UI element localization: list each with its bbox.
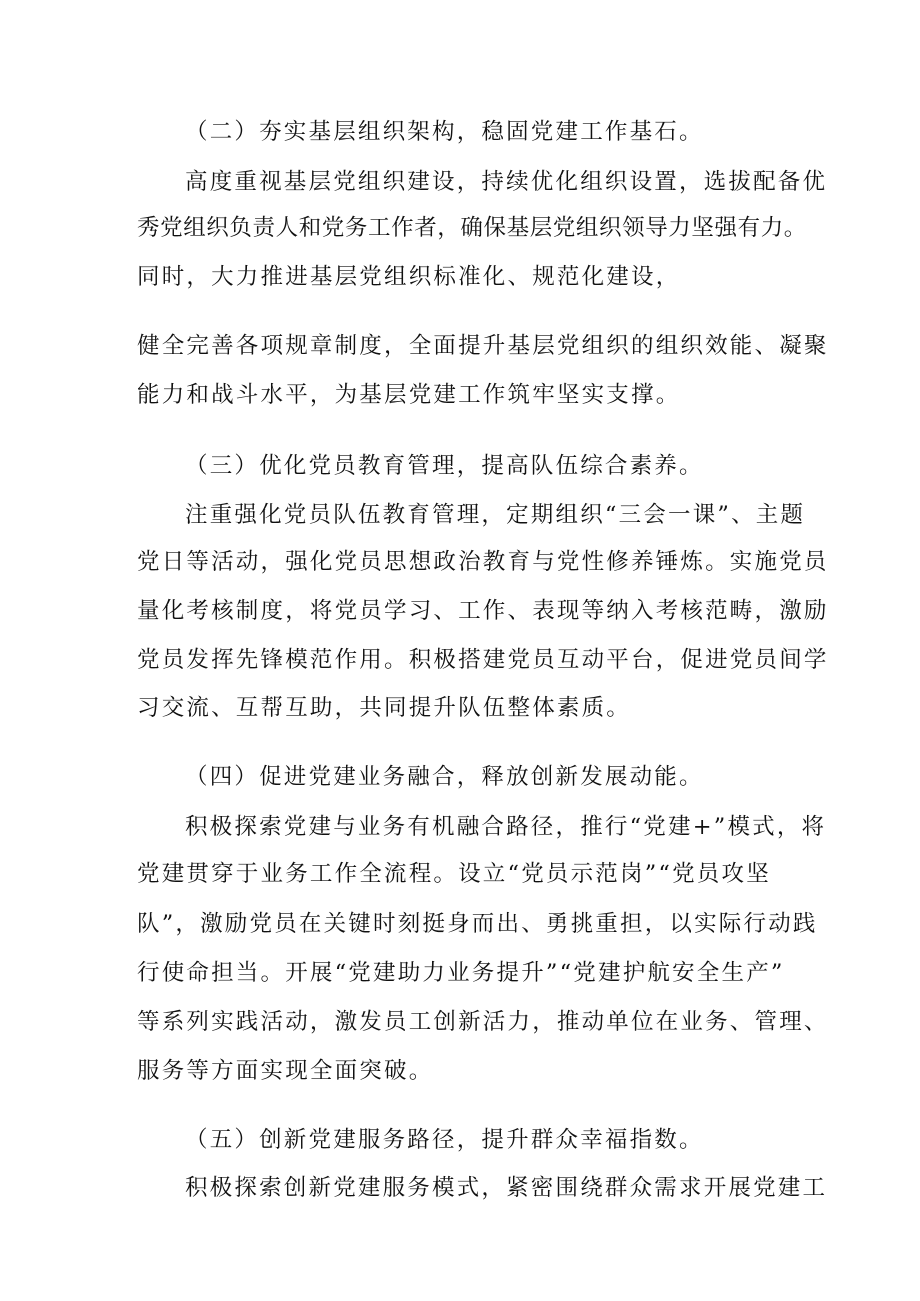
section-3-line-5: 习交流、互帮互助，共同提升队伍整体素质。: [137, 695, 632, 721]
section-4-line-6: 服务等方面实现全面突破。: [137, 1058, 434, 1084]
section-2-line-3: 同时，大力推进基层党组织标准化、规范化建设，: [137, 264, 681, 290]
section-3-line-1: 注重强化党员队伍教育管理，定期组织“三会一课”、主题: [185, 502, 806, 528]
section-3-line-2: 党日等活动，强化党员思想政治教育与党性修养锤炼。实施党员: [137, 549, 829, 575]
section-3-line-3: 量化考核制度，将党员学习、工作、表现等纳入考核范畴，激励: [137, 598, 829, 624]
section-4-line-4: 行使命担当。开展“党建助力业务提升”“党建护航安全生产”: [137, 960, 785, 986]
section-2-line-1: 高度重视基层党组织建设，持续优化组织设置，选拔配备优: [185, 169, 828, 195]
section-2-line-2: 秀党组织负责人和党务工作者，确保基层党组织领导力坚强有力。: [137, 215, 807, 241]
section-2-heading: （二）夯实基层组织架构，稳固党建工作基石。: [185, 119, 704, 145]
section-2-line-4: 健全完善各项规章制度，全面提升基层党组织的组织效能、凝聚: [137, 333, 829, 359]
section-4-line-5: 等系列实践活动，激发员工创新活力，推动单位在业务、管理、: [137, 1009, 829, 1035]
section-4-line-1: 积极探索党建与业务有机融合路径，推行“党建+”模式，将: [185, 814, 827, 840]
section-4-heading: （四）促进党建业务融合，释放创新发展动能。: [185, 764, 704, 790]
section-3-heading: （三）优化党员教育管理，提高队伍综合素养。: [185, 453, 704, 479]
section-5-line-1: 积极探索创新党建服务模式，紧密围绕群众需求开展党建工: [185, 1175, 828, 1201]
section-3-line-4: 党员发挥先锋模范作用。积极搭建党员互动平台，促进党员间学: [137, 647, 829, 673]
section-2-line-5: 能力和战斗水平，为基层党建工作筑牢坚实支撑。: [137, 382, 681, 408]
section-5-heading: （五）创新党建服务路径，提升群众幸福指数。: [185, 1127, 704, 1153]
section-4-line-3: 队”，激励党员在关键时刻挺身而出、勇挑重担，以实际行动践: [137, 911, 818, 937]
section-4-line-2: 党建贯穿于业务工作全流程。设立“党员示范岗”“党员攻坚: [137, 861, 771, 887]
